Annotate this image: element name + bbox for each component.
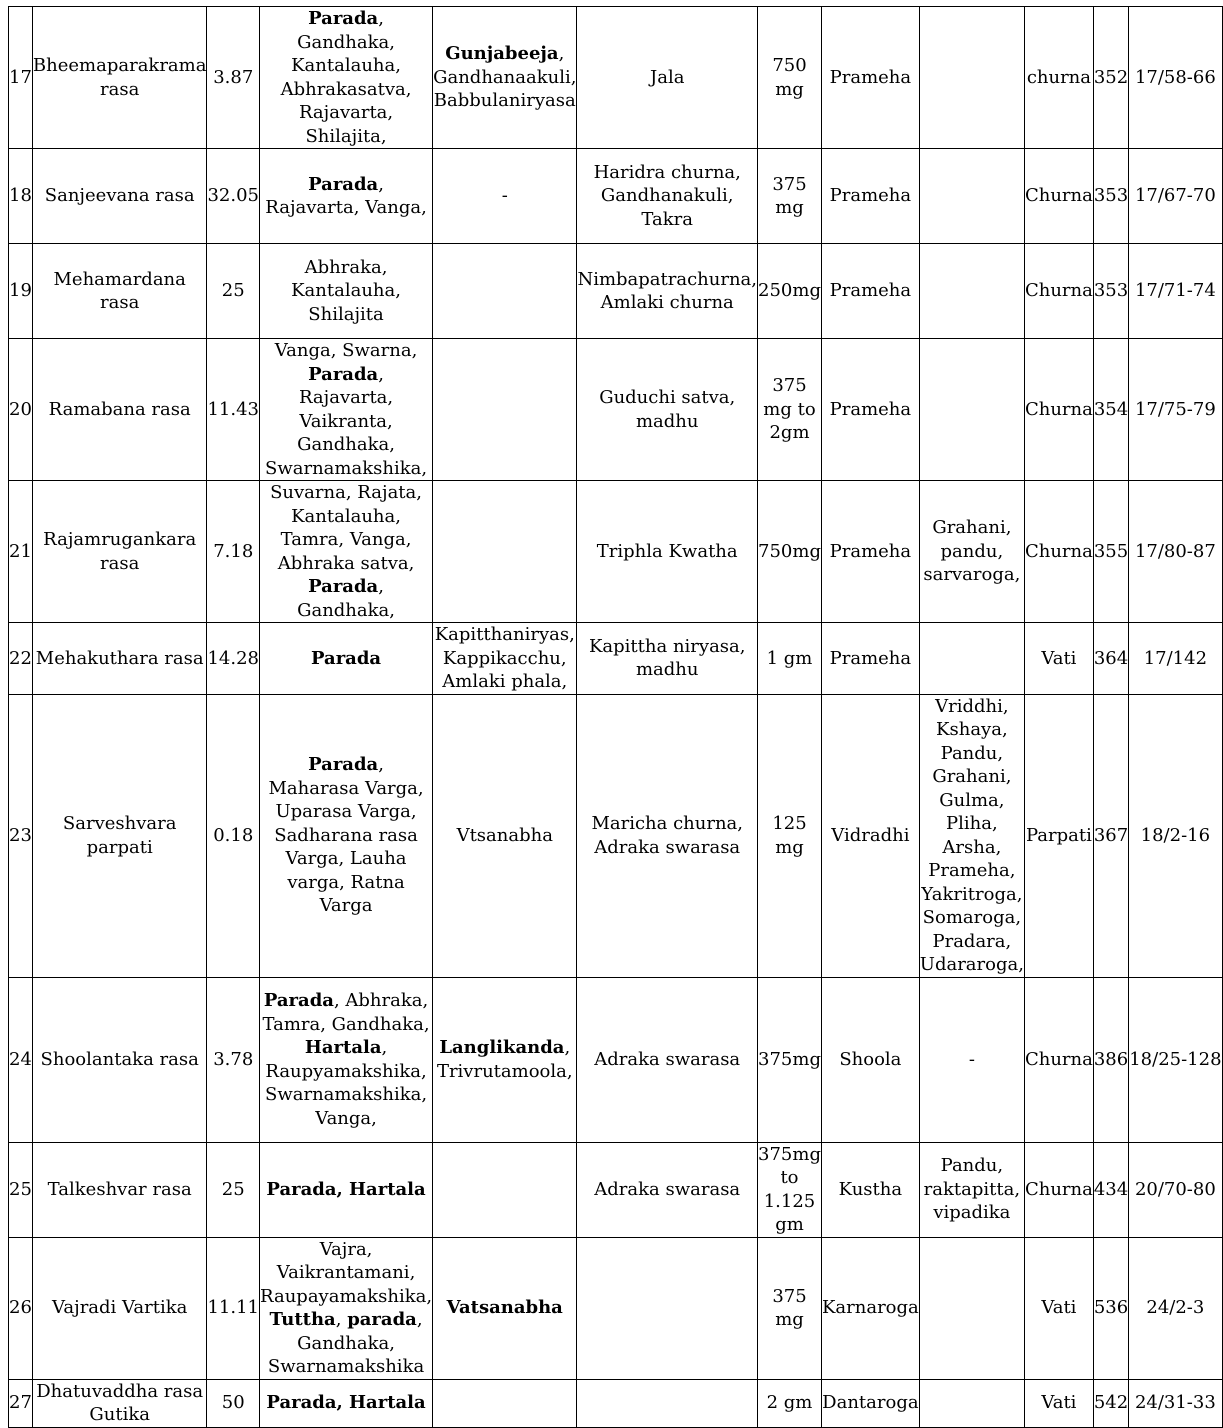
other-indications-cell [919,1379,1024,1427]
reference-cell: 18/25-128 [1129,977,1222,1142]
reference-cell: 17/71-74 [1129,244,1222,339]
text-segment: , Trivrutamoola, [436,1037,573,1082]
main-indication-cell: Kustha [821,1142,919,1237]
row-number-cell: 17 [9,7,33,149]
ingredients-cell [260,694,433,977]
row-number-cell: 20 [9,339,33,481]
page-number-cell: 434 [1093,1142,1128,1237]
other-indications-cell [919,623,1024,695]
row-number-cell: 27 [9,1379,33,1427]
bold-term: Parada [308,8,379,29]
table-body [9,7,1223,1428]
table-row [9,1379,1223,1427]
formulation-name-cell: Rajamrugankara rasa [32,481,207,623]
anupana-cell [577,1379,758,1427]
page-number-cell: 364 [1093,623,1128,695]
anupana-cell: Guduchi satva, madhu [577,339,758,481]
bold-term: Gunjabeeja [445,43,559,65]
dosage-form-cell: Churna [1024,1142,1093,1237]
text-segment: , Rajavarta, Vaikranta, Gandhaka, Swarnamakshika, [265,363,428,479]
bold-term: Parada [310,647,382,669]
bold-term: Vatsanabha [446,1297,563,1319]
anupana-cell: Nimbapatrachurna, Amlaki churna [577,244,758,339]
other-indications-cell [919,7,1024,149]
text-segment: Vtsanabha [456,824,553,846]
text-segment: , [335,1309,348,1330]
page-number-cell: 386 [1093,977,1128,1142]
ingredients-cell [260,1379,433,1427]
dose-cell: 1 gm [758,623,822,695]
bold-term: Parada [308,754,379,776]
formulation-name-cell: Sanjeevana rasa [32,149,207,244]
page-number-cell: 542 [1093,1379,1128,1427]
anupana-cell [577,1237,758,1379]
row-number-cell: 25 [9,1142,33,1237]
page-number-cell: 353 [1093,244,1128,339]
formulation-name-cell: Ramabana rasa [32,339,207,481]
text-segment: , Gandhaka, Kantalauha, Abhrakasatva, Rajavarta, Shilajita, [280,8,412,147]
main-indication-cell: Prameha [821,481,919,623]
percentage-cell: 3.87 [207,7,260,149]
bold-term: Parada, Hartala [266,1392,426,1414]
herbal-ingredients-cell [433,623,577,695]
ingredients-cell [260,149,433,244]
bold-term: Parada [263,990,334,1011]
main-indication-cell: Dantaroga [821,1379,919,1427]
table-row [9,244,1223,339]
text-segment: , Maharasa Varga, Uparasa Varga, Sadharana rasa Varga, Lauha varga, Ratna Varga [268,754,424,917]
anupana-cell: Maricha churna, Adraka swarasa [577,694,758,977]
main-indication-cell: Prameha [821,149,919,244]
reference-cell: 17/67-70 [1129,149,1222,244]
page-number-cell: 355 [1093,481,1128,623]
reference-cell: 24/2-3 [1129,1237,1222,1379]
herbal-ingredients-cell [433,149,577,244]
formulation-name-cell: Vajradi Vartika [32,1237,207,1379]
anupana-cell: Haridra churna, Gandhanakuli, Takra [577,149,758,244]
dose-cell: 750mg [758,481,822,623]
herbal-ingredients-cell [433,7,577,149]
table-row [9,623,1223,695]
anupana-cell: Adraka swarasa [577,1142,758,1237]
percentage-cell: 14.28 [207,623,260,695]
dose-cell: 375 mg to 2gm [758,339,822,481]
formulation-name-cell: Shoolantaka rasa [32,977,207,1142]
reference-cell: 18/2-16 [1129,694,1222,977]
dosage-form-cell: churna [1024,7,1093,149]
percentage-cell: 0.18 [207,694,260,977]
row-number-cell: 18 [9,149,33,244]
table-row [9,149,1223,244]
main-indication-cell: Prameha [821,7,919,149]
dosage-form-cell: Churna [1024,149,1093,244]
other-indications-cell [919,339,1024,481]
herbal-ingredients-cell [433,1142,577,1237]
bold-term: Tuttha [269,1309,336,1330]
ingredients-cell [260,339,433,481]
formulation-name-cell: Dhatuvaddha rasa Gutika [32,1379,207,1427]
percentage-cell: 7.18 [207,481,260,623]
percentage-cell: 11.11 [207,1237,260,1379]
bold-term: Parada, Hartala [266,1178,426,1200]
main-indication-cell: Prameha [821,244,919,339]
percentage-cell: 3.78 [207,977,260,1142]
text-segment: , Gandhaka, [297,576,395,621]
percentage-cell: 25 [207,1142,260,1237]
percentage-cell: 11.43 [207,339,260,481]
bold-term: Parada [308,576,379,597]
ingredients-cell [260,977,433,1142]
other-indications-cell [919,1237,1024,1379]
reference-cell: 17/75-79 [1129,339,1222,481]
other-indications-cell: Vriddhi, Kshaya, Pandu, Grahani, Gulma, Pliha, Arsha, Prameha, Yakritroga, Somaroga, Pradara, Udararoga, [919,695,1024,975]
other-indications-cell: Grahani, pandu, sarvaroga, [919,481,1024,623]
dose-cell: 375 mg [758,1237,822,1379]
ingredients-cell [260,7,433,149]
formulation-name-cell: Sarveshvara parpati [32,694,207,977]
herbal-ingredients-cell [433,339,577,481]
row-number-cell: 24 [9,977,33,1142]
row-number-cell: 23 [9,694,33,977]
text-segment: - [501,185,508,207]
dose-cell: 750 mg [758,7,822,149]
main-indication-cell: Prameha [821,339,919,481]
bold-term: Parada [308,173,379,195]
formulation-name-cell: Mehakuthara rasa [32,623,207,695]
page-number-cell: 354 [1093,339,1128,481]
anupana-cell: Adraka swarasa [577,977,758,1142]
dosage-form-cell: Churna [1024,244,1093,339]
herbal-ingredients-cell [433,1237,577,1379]
anupana-cell: Kapittha niryasa, madhu [577,623,758,695]
dosage-form-cell: Churna [1024,481,1093,623]
dose-cell: 2 gm [758,1379,822,1427]
text-segment: Kapitthaniryas, Kappikacchu, Amlaki phala, [434,624,575,692]
row-number-cell: 21 [9,481,33,623]
percentage-cell: 50 [207,1379,260,1427]
other-indications-cell [919,149,1024,244]
table-row [9,694,1223,977]
dose-cell: 375mg [758,977,822,1142]
ingredients-cell [260,1237,433,1379]
text-segment: Abhraka, Kantalauha, Shilajita [291,256,401,325]
dosage-form-cell: Churna [1024,977,1093,1142]
text-segment: , Gandhanaakuli, Babbulaniryasa [433,43,577,112]
anupana-cell: Triphla Kwatha [577,481,758,623]
page-number-cell: 352 [1093,7,1128,149]
main-indication-cell: Prameha [821,623,919,695]
text-segment: , Rajavarta, Vanga, [265,173,427,218]
bold-term: Langlikanda [439,1037,565,1058]
main-indication-cell: Vidradhi [821,694,919,977]
herbal-ingredients-cell [433,244,577,339]
dose-cell: 375 mg [758,149,822,244]
dosage-form-cell: Parpati [1024,694,1093,977]
row-number-cell: 26 [9,1237,33,1379]
reference-cell: 17/58-66 [1129,7,1222,149]
table-row [9,481,1223,623]
formulation-name-cell: Bheemaparakrama rasa [32,7,207,149]
anupana-cell: Jala [577,7,758,149]
text-segment: , Raupyamakshika, Swarnamakshika, Vanga, [265,1037,428,1129]
dose-cell: 375mg to 1.125 gm [758,1143,821,1235]
text-segment: Vajra, Vaikrantamani, Raupayamakshika, [260,1238,433,1307]
table-row [9,1142,1223,1237]
dosage-form-cell: Vati [1024,623,1093,695]
text-segment: Vanga, Swarna, [274,340,418,361]
other-indications-cell: - [919,977,1024,1142]
ingredients-cell [260,623,433,695]
ingredients-cell [260,244,433,339]
text-segment: , Gandhaka, Swarnamakshika [267,1309,425,1377]
dosage-form-cell: Vati [1024,1379,1093,1427]
herbal-ingredients-cell [433,1379,577,1427]
percentage-cell: 32.05 [207,149,260,244]
reference-cell: 17/80-87 [1129,481,1222,623]
text-segment: Suvarna, Rajata, Kantalauha, Tamra, Vanga, Abhraka satva, [270,482,422,574]
dosage-form-cell: Churna [1024,339,1093,481]
page-number-cell: 353 [1093,149,1128,244]
page-number-cell: 536 [1093,1237,1128,1379]
table-row [9,1237,1223,1379]
table-row [9,977,1223,1142]
bold-term: Hartala [304,1037,382,1058]
formulation-table [8,6,1223,1428]
other-indications-cell: Pandu, raktapitta, vipadika [919,1142,1024,1237]
page-number-cell: 367 [1093,694,1128,977]
percentage-cell: 25 [207,244,260,339]
dose-cell: 125 mg [758,694,822,977]
table-row [9,339,1223,481]
bold-term: parada [347,1309,417,1330]
row-number-cell: 19 [9,244,33,339]
reference-cell: 24/31-33 [1129,1379,1222,1427]
herbal-ingredients-cell [433,481,577,623]
table-row [9,7,1223,149]
formulation-name-cell: Talkeshvar rasa [32,1142,207,1237]
main-indication-cell: Shoola [821,977,919,1142]
bold-term: Parada [308,363,379,385]
ingredients-cell [260,1142,433,1237]
other-indications-cell [919,244,1024,339]
reference-cell: 20/70-80 [1129,1142,1222,1237]
dose-cell: 250mg [758,244,822,339]
reference-cell: 17/142 [1129,623,1222,695]
herbal-ingredients-cell [433,694,577,977]
dosage-form-cell: Vati [1024,1237,1093,1379]
main-indication-cell: Karnaroga [821,1237,919,1379]
ingredients-cell [260,481,433,623]
formulation-name-cell: Mehamardana rasa [32,244,207,339]
row-number-cell: 22 [9,623,33,695]
text-segment: , Abhraka, Tamra, Gandhaka, [262,990,430,1035]
herbal-ingredients-cell [433,977,577,1142]
